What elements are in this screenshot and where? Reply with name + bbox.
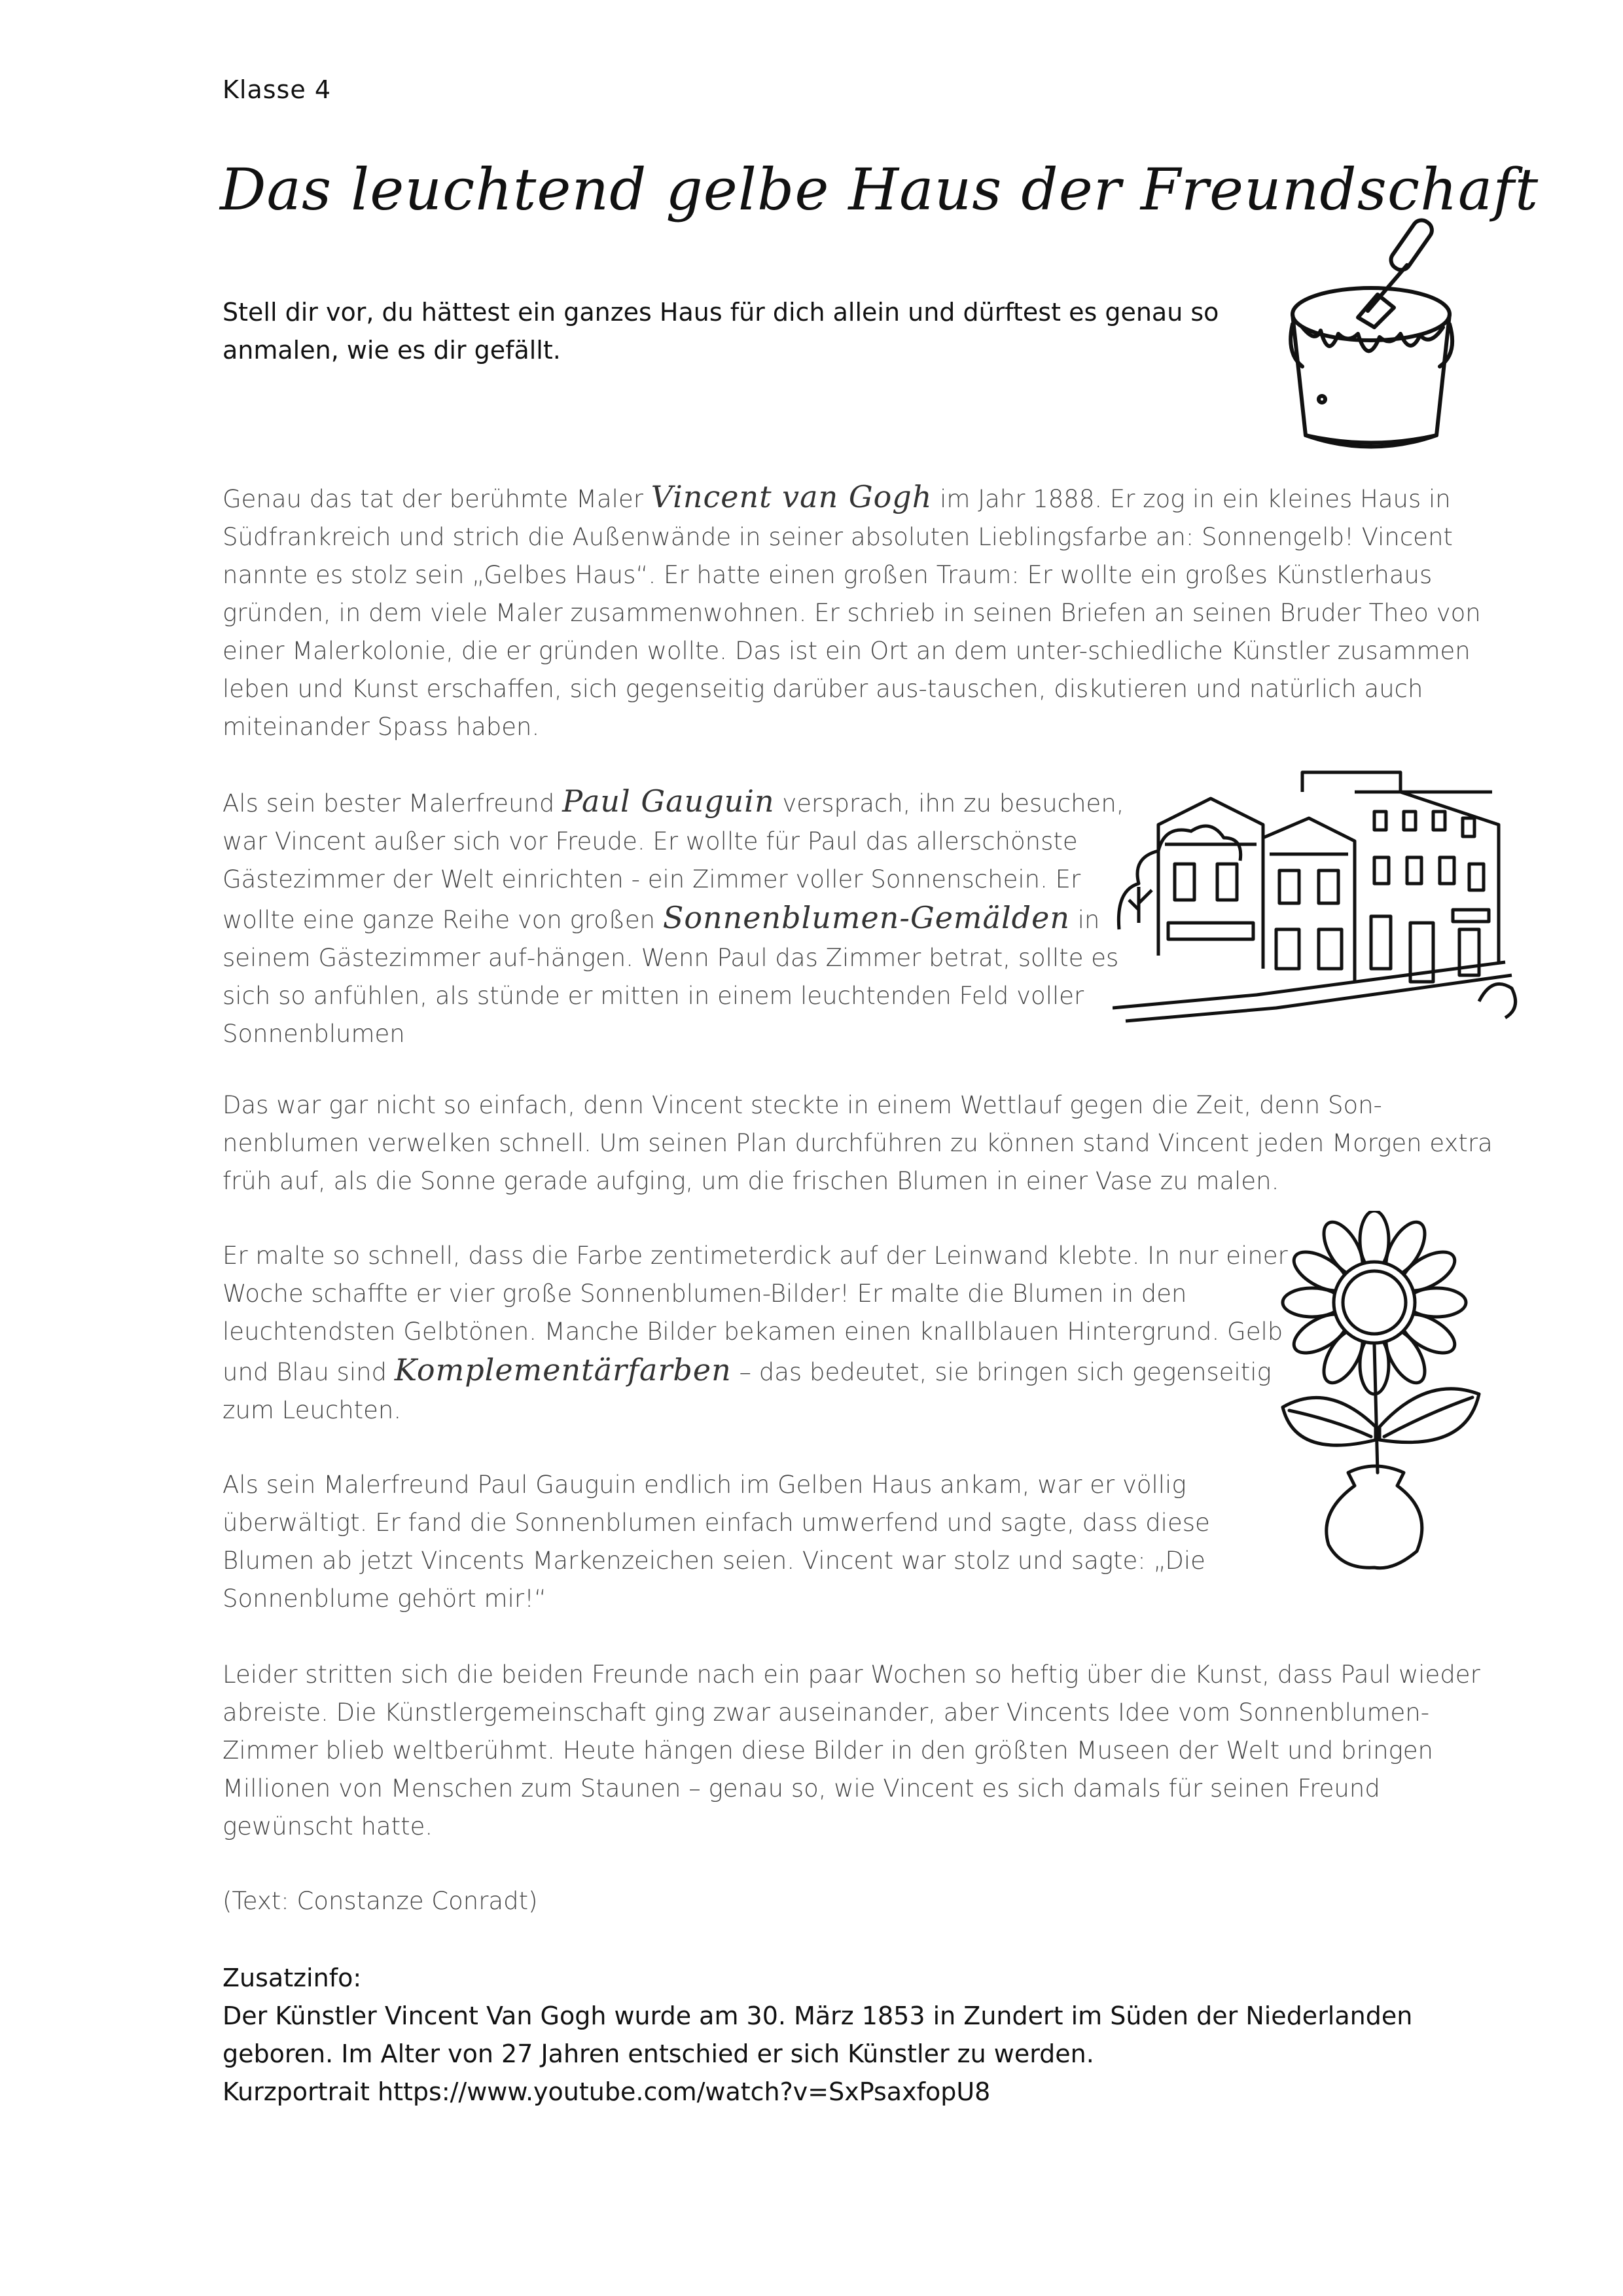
additional-info-line-2: geboren. Im Alter von 27 Jahren entschied er sich Künstler zu werden. [223,2039,1094,2068]
paragraph-1 [223,478,1512,746]
paragraph-2 [223,782,1145,1053]
sunflower-illustration [1263,1211,1499,1577]
grade-label: Klasse 4 [223,75,331,104]
paragraph-1-text-a: Genau das tat der berühmte Maler [223,485,651,513]
house-illustration [1113,746,1518,1041]
page-title: Das leuchtend gelbe Haus der Freundschaft [220,156,1539,223]
artist-name-gauguin: Paul Gauguin [562,783,775,819]
paragraph-3: Das war gar nicht so einfach, denn Vincent steckte in einem Wettlauf gegen die Zeit, denn Son-nenblumen verwelken schnell. Um seinen Plan durchführen zu können stand Vincent jeden Morgen extra früh auf, als die Sonne gerade aufging, um die frischen Blumen in einer Vase zu malen. [223,1091,1493,1195]
paragraph-5: Als sein Malerfreund Paul Gauguin endlich im Gelben Haus ankam, war er völlig überwältigt. Er fand die Sonnenblumen einfach umwerfend und sagte, dass diese Blumen ab jetzt Vincents Markenzeichen seien. Vincent war stolz und sagte: „Die Sonnenblume gehört mir!“ [223,1471,1210,1613]
term-complementary-colors: Komplementärfarben [394,1352,732,1388]
paragraph-2-text-b: versprach, ihn zu besuchen, war Vincent außer sich vor Freude. Er wollte für Paul das allerschönste Gästezimmer der Welt einrichten - ein Zimmer voller Sonnenschein. Er wollte eine ganze Reihe von großen [223,789,1124,934]
additional-info-line-1: Der Künstler Vincent Van Gogh wurde am 30. März 1853 in Zundert im Süden der Niederlanden [223,2001,1413,2030]
paragraph-4 [223,1237,1289,1429]
paragraph-1-text-b: im Jahr 1888. Er zog in ein kleines Haus in Südfrankreich und strich die Außenwände in seiner absoluten Lieblingsfarbe an: Sonnengelb! Vincent nannte es stolz sein „Gelbes Haus“. Er hatte einen großen Traum: Er wollte ein großes Künstlerhaus gründen, in dem viele Maler zusammenwohnen. Er schrieb in seinen Briefen an seinen Bruder Theo von einer Malerkolonie, die er gründen wollte. Das ist ein Ort an dem unter-schiedliche Künstler zusammen leben und Kunst erschaffen, sich gegenseitig darüber aus-tauschen, diskutieren und natürlich auch miteinander Spass haben. [223,485,1481,741]
term-sunflower-paintings: Sonnenblumen-Gemälden [662,900,1070,935]
paragraph-2-text-a: Als sein bester Malerfreund [223,789,563,817]
artist-name-van-gogh: Vincent van Gogh [651,479,933,514]
text-credit: (Text: Constanze Conradt) [223,1887,538,1915]
paragraph-4-text-a: Er malte so schnell, dass die Farbe zentimeterdick auf der Leinwand klebte. In nur einer Woche schaffte er vier große Sonnenblumen-Bilder! Er malte die Blumen in den leuchtendsten Gelbtönen. Manche Bilder bekamen einen knallblauen Hintergrund. Gelb und Blau sind [223,1242,1288,1386]
paragraph-6: Leider stritten sich die beiden Freunde nach ein paar Wochen so heftig über die Kunst, dass Paul wieder abreiste. Die Künstlergemeinschaft ging zwar auseinander, aber Vincents Idee vom Sonnenblumen-Zimmer blieb weltberühmt. Heute hängen diese Bilder in den größten Museen der Welt und bringen Millionen von Menschen zum Staunen – genau so, wie Vincent es sich damals für seinen Freund gewünscht hatte. [223,1660,1480,1840]
paint-bucket-icon [1283,203,1479,465]
intro-text: Stell dir vor, du hättest ein ganzes Haus für dich allein und dürftest es genau so anmalen, wie es dir gefällt. [223,298,1219,365]
additional-info [223,1959,1518,2111]
additional-info-heading: Zusatzinfo: [223,1964,362,1992]
paragraph-4-text-b: – das bedeutet, sie bringen sich gegenseitig zum Leuchten. [223,1358,1272,1424]
portrait-link[interactable]: Kurzportrait https://www.youtube.com/watch?v=SxPsaxfopU8 [223,2077,991,2106]
paragraph-2-text-c: in seinem Gästezimmer auf-hängen. Wenn Paul das Zimmer betrat, sollte es sich so anfühlen, als stünde er mitten in einem leuchtenden Feld voller Sonnenblumen [223,906,1119,1048]
